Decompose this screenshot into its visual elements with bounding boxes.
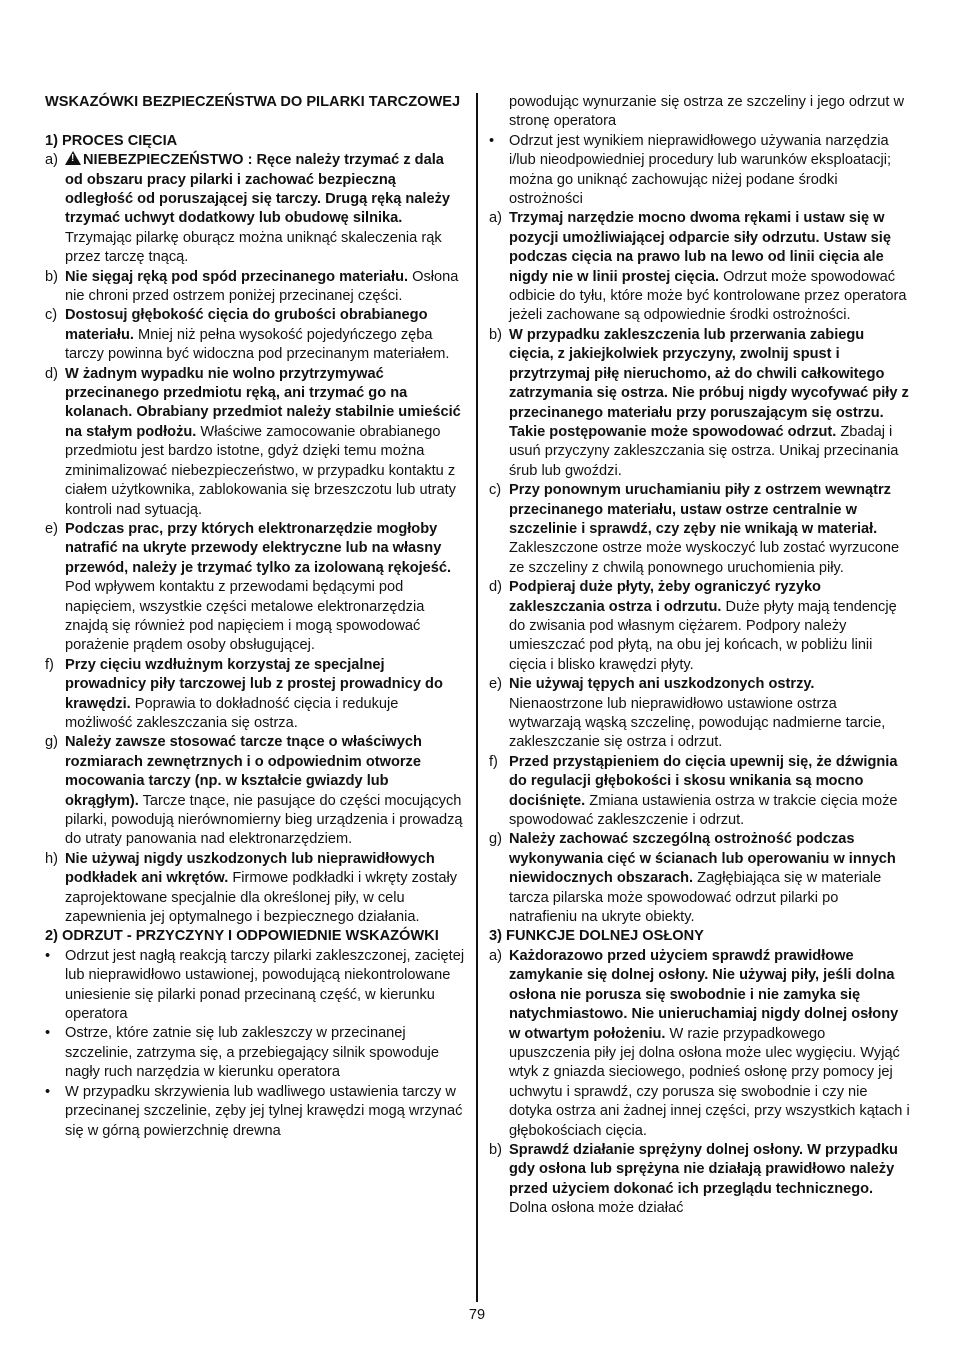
section-1-heading: 1) PROCES CIĘCIA <box>45 132 178 149</box>
list-item: b) Nie sięgaj ręką pod spód przecinanego materiału. Osłona nie chroni przed ostrzem poniżej przecinanej części. <box>45 268 459 305</box>
list-item: g) Należy zachować szczególną ostrożność podczas wykonywania cięć w ścianach lub operowaniu w innych niewidocznych obszarach. Zagłębiająca się w materiale tarcza pilarska może spowodować odrzut pilarki po natrafieniu na ukryte obiekty. <box>489 831 896 926</box>
list-item: c) Dostosuj głębokość cięcia do grubości obrabianego materiału. Mniej niż pełna wysokość pojedyńczego zęba tarczy powinna być widoczna pod przecinanym materiałem. <box>45 307 450 363</box>
list-item: b) W przypadku zakleszczenia lub przerwania zabiegu cięcia, z jakiejkolwiek przyczyny, zwolnij spust i przytrzymaj piłę nieruchomo, aż do chwili całkowitego zatrzymania się ostrza. Nie próbuj nigdy wycofywać piły z przecinanego materiału przy poruszającym się ostrzu. Takie postępowanie może spowodować odrzut. Zbadaj i usuń przyczyny zakleszczania się ostrza. Unikaj przecinania śrub lub gwoździ. <box>489 326 909 479</box>
bullet-item: • W przypadku skrzywienia lub wadliwego ustawienia tarczy w przecinanej szczelinie, zęby jej tylnej krawędzi mogą wrzynać się w górną powierzchnię drewna <box>45 1083 463 1139</box>
list-item: a) Trzymaj narzędzie mocno dwoma rękami i ustaw się w pozycji umożliwiającej odparcie siły odrzutu. Ustaw się podczas cięcia na prawo lub na lewo od linii cięcia ale nigdy nie w linii prostej cięcia. Odrzut może spowodować odbicie do tyłu, które może być kontrolowane przez operatora jeżeli zachowane są odpowiednie środki ostrożności. <box>489 210 907 324</box>
section-2-heading: 2) ODRZUT - PRZYCZYNY I ODPOWIEDNIE WSKAZÓWKI <box>45 928 439 945</box>
column-divider <box>476 93 478 1302</box>
section-3-heading: 3) FUNKCJE DOLNEJ OSŁONY <box>489 928 704 945</box>
page-number: 79 <box>468 1307 486 1323</box>
list-item: e) Podczas prac, przy których elektronarzędzie mogłoby natrafić na ukryte przewody elektryczne lub na własny przewód, należy je trzymać tylko za izolowaną rękojeść. Pod wpływem kontaktu z przewodami będącymi pod napięciem, wszystkie części metalowe elektronarzędzia znajdą się również pod napięciem i mogą spowodować porażenie prądem osoby obsługującej. <box>45 520 452 654</box>
list-item: f) Przed przystąpieniem do cięcia upewnij się, że dźwignia do regulacji głębokości i skosu wnikania są mocno dociśnięte. Zmiana ustawienia ostrza w trakcie cięcia może spowodować zakleszczenie i odrzut. <box>489 753 898 829</box>
list-item: h) Nie używaj nigdy uszkodzonych lub nieprawidłowych podkładek ani wkrętów. Firmowe podkładki i wkręty zostały zaprojektowane specjalnie dla określonej piły, w celu zapewnienia jej optymalnego i bezpiecznego działania. <box>45 850 457 926</box>
list-item: e) Nie używaj tępych ani uszkodzonych ostrzy. Nienaostrzone lub nieprawidłowo ustawione ostrza wytwarzają wąską szczelinę, powodując nadmierne tarcie, zakleszczanie się ostrza i odrzut. <box>489 676 886 751</box>
bullet-item: • Odrzut jest nagłą reakcją tarczy pilarki zakleszczonej, zaciętej lub nieprawidłowo ustawionej, powodującą niekontrolowane uniesienie się pilarki ponad przecinaną część, w kierunku operatora <box>45 947 465 1023</box>
bullet-item: • Odrzut jest wynikiem nieprawidłowego używania narzędzia i/lub nieodpowiedniej procedury lub warunków eksploatacji; można go uniknąć zachowując niżej podane środki ostrożności <box>489 132 892 208</box>
bullet-item: • Ostrze, które zatnie się lub zakleszczy w przecinanej szczelinie, zatrzyma się, a przebiegający silnik spowoduje nagły ruch narzędzia w kierunku operatora <box>45 1025 439 1081</box>
list-item: c) Przy ponownym uruchamianiu piły z ostrzem wewnątrz przecinanego materiału, ustaw ostrze centralnie w szczelinie i sprawdź, czy zęby nie wnikają w materiał. Zakleszczone ostrze może wyskoczyć lub zostać wyrzucone ze szczeliny z chwilą ponownego uruchomienia piły. <box>489 482 900 576</box>
right-column <box>489 93 910 1219</box>
list-item: a) ! NIEBEZPIECZEŃSTWO : Ręce należy trzymać z dala od obszaru pracy pilarki i zachować bezpieczną odległość od poruszającej się tarczy. Drugą ręką należy trzymać uchwyt dodatkowy lub obudowę silnika. Trzymając pilarkę oburącz można uniknąć skaleczenia rąk przez tarczę tnącą. <box>45 151 465 267</box>
warning-triangle-icon <box>65 151 81 165</box>
list-item: d) W żadnym wypadku nie wolno przytrzymywać przecinanego przedmiotu ręką, ani trzymać go na kolanach. Obrabiany przedmiot należy stabilnie umieścić na stałym podłożu. Właściwe zamocowanie obrabianego przedmiotu jest bardzo istotne, gdyż dzięki temu można zminimalizować niebezpieczeństwo, w przypadku kontaktu z ciałem użytkownika, zablokowania się brzeszczotu lub utraty kontroli nad sytuacją. <box>45 365 461 518</box>
list-item: a) Każdorazowo przed użyciem sprawdź prawidłowe zamykanie się dolnej osłony. Nie używaj piły, jeśli dolna osłona nie porusza się swobodnie i nie zamyka się natychmiastowo. Nie unieruchamiaj nigdy dolnej osłony w otwartym położeniu. W razie przypadkowego upuszczenia piły jej dolna osłona może ulec wygięciu. Wyjąć wtyk z gniazda sieciowego, podnieś osłonę przy pomocy jej uchwytu i sprawdź, czy porusza się swobodnie i czy nie dotyka ostrza ani żadnej innej części, przy wszystkich kątach i głębokościach cięcia. <box>489 947 910 1139</box>
bullet-continuation: powodując wynurzanie się ostrza ze szczeliny i jego odrzut w stronę operatora <box>509 94 905 130</box>
list-item: b) Sprawdź działanie sprężyny dolnej osłony. W przypadku gdy osłona lub sprężyna nie działają prawidłowo należy przed użyciem dokonać ich przeglądu technicznego. Dolna osłona może działać <box>489 1141 898 1217</box>
left-column <box>45 93 465 1141</box>
list-item: g) Należy zawsze stosować tarcze tnące o właściwych rozmiarach zewnętrznych i o odpowiednim otworze mocowania tarczy (np. w kształcie gwiazdy lub okrągłym). Tarcze tnące, nie pasujące do części mocujących pilarki, powodują nierównomierny bieg urządzenia i prowadzą do utraty panowania nad elektronarzędziem. <box>45 734 463 848</box>
list-item: f) Przy cięciu wzdłużnym korzystaj ze specjalnej prowadnicy piły tarczowej lub z prostej prowadnicy do krawędzi. Poprawia to dokładność cięcia i redukuje możliwość zakleszczania się ostrza. <box>45 656 443 731</box>
document-title: WSKAZÓWKI BEZPIECZEŃSTWA DO PILARKI TARCZOWEJ <box>45 94 461 110</box>
list-item: d) Podpieraj duże płyty, żeby ograniczyć ryzyko zakleszczania ostrza i odrzutu. Duże płyty mają tendencję do zwisania pod własnym ciężarem. Podpory należy umieszczać pod płytą, na obu jej końcach, w pobliżu linii cięcia i blisko krawędzi płyty. <box>489 579 897 673</box>
